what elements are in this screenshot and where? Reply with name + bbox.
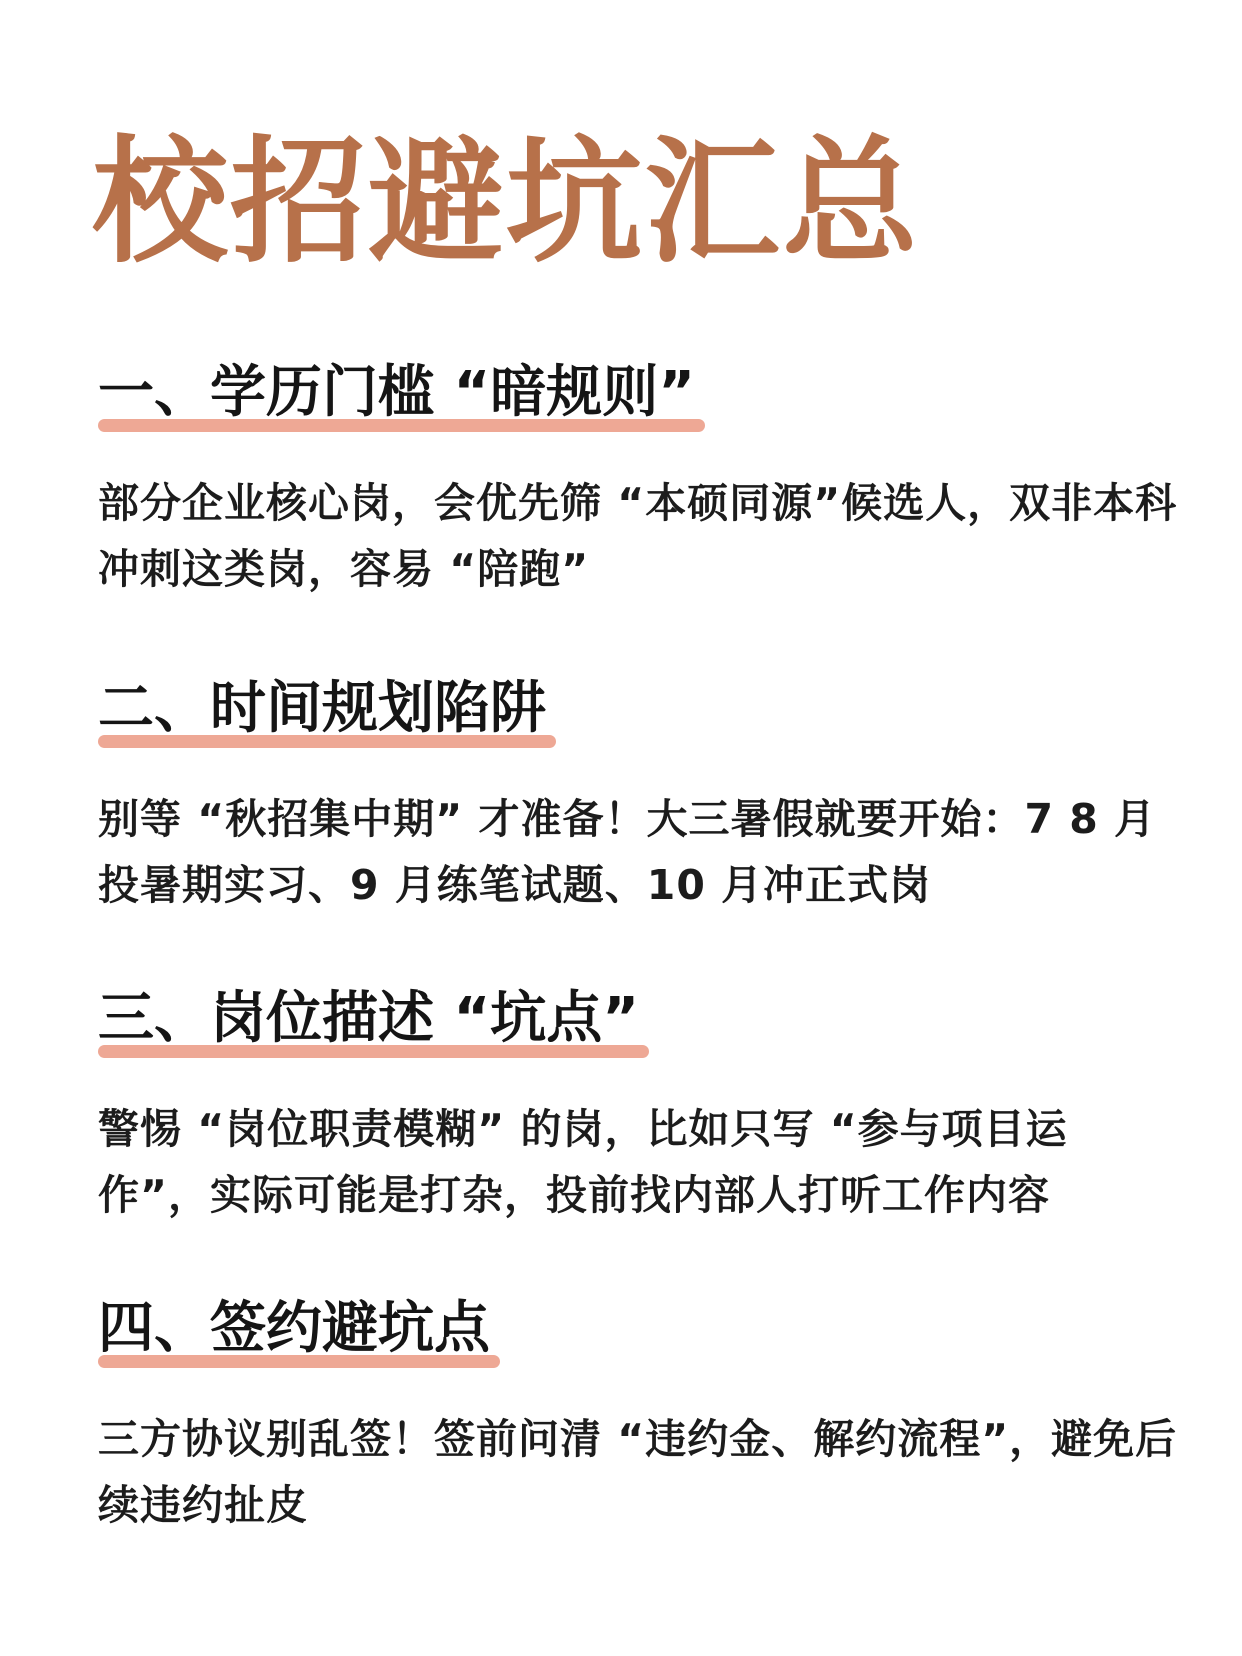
- section-heading: 三、岗位描述 “坑点”: [98, 986, 640, 1051]
- section-heading-wrap: [98, 986, 649, 1052]
- section-heading-wrap: [98, 360, 705, 426]
- section-body: 警惕 “岗位职责模糊” 的岗，比如只写 “参与项目运作”，实际可能是打杂，投前找内部人打听工作内容: [98, 1105, 1068, 1219]
- section-body: 三方协议别乱签！签前问清 “违约金、解约流程”，避免后续违约扯皮: [98, 1415, 1178, 1529]
- page-title: 校招避坑汇总: [92, 124, 920, 282]
- section-body: 部分企业核心岗，会优先筛 “本硕同源”候选人，双非本科冲刺这类岗，容易 “陪跑”: [98, 479, 1178, 593]
- section-signing: [98, 1296, 1178, 1538]
- section-heading-wrap: [98, 1296, 500, 1362]
- section-body: 别等 “秋招集中期” 才准备！大三暑假就要开始：7 8 月投暑期实习、9 月练笔试题、10 月冲正式岗: [98, 795, 1157, 909]
- section-heading: 四、签约避坑点: [98, 1296, 490, 1361]
- section-heading-wrap: [98, 676, 556, 742]
- section-heading: 一、学历门槛 “暗规则”: [98, 360, 696, 425]
- section-time-planning: [98, 676, 1178, 918]
- section-job-description: [98, 986, 1178, 1228]
- section-education-threshold: [98, 360, 1178, 602]
- section-heading: 二、时间规划陷阱: [98, 676, 546, 741]
